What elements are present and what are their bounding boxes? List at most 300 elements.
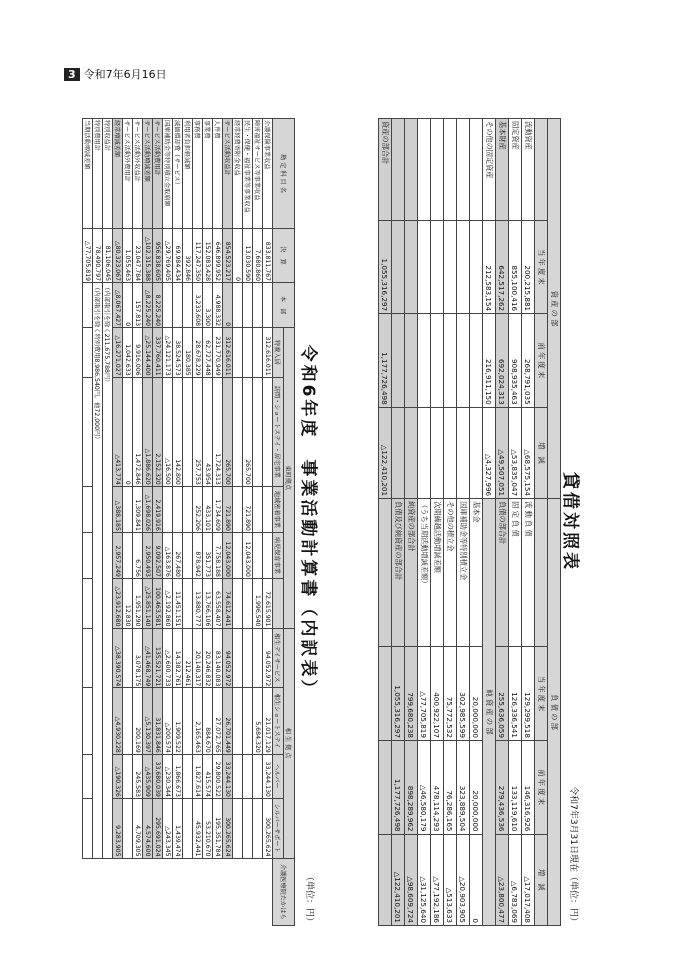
ar-row-label: 事務費 <box>193 119 203 229</box>
ar-value <box>253 532 263 578</box>
ar-value <box>233 377 243 486</box>
ar-value: 833,811,767 <box>263 228 273 282</box>
ar-value <box>233 798 243 858</box>
bs-liab-label: その他の積立金 <box>444 499 457 647</box>
ar-value: △24,121,173 <box>163 328 173 378</box>
col-kaigo: 介護医療院たかはら <box>273 858 295 925</box>
bs-liab-current: △77,705,819 <box>418 647 431 741</box>
table-row <box>93 119 103 926</box>
ar-value: 180,385 <box>183 328 193 378</box>
balance-sheet-table <box>378 118 561 926</box>
ar-value: △435,909 <box>143 754 153 798</box>
bs-asset-change: △49,507,051 <box>496 407 509 498</box>
blank-cell <box>535 499 548 647</box>
asset-header: 資 産 の 部 <box>548 119 561 499</box>
ar-value: 1,996,540 <box>253 578 263 628</box>
ar-value: 2,165,463 <box>193 688 203 755</box>
col-prior: 前 年 度 末 <box>535 740 548 834</box>
table-row <box>103 119 113 926</box>
ar-value <box>123 628 133 688</box>
ar-value: △25,851,140 <box>143 578 153 628</box>
blank-cell <box>444 314 457 408</box>
blank-cell <box>444 220 457 314</box>
blank-cell <box>418 119 431 221</box>
ar-row-label: 特別費用計 <box>93 119 103 229</box>
ar-value: △8,225,240 <box>143 283 153 328</box>
ar-value: 38,524,573 <box>173 328 183 378</box>
ar-value <box>83 283 93 328</box>
ar-value: 312,616,011 <box>223 328 233 378</box>
ar-value: 351,773 <box>203 532 213 578</box>
ar-value <box>183 532 193 578</box>
ar-value: 69,984,434 <box>173 228 183 282</box>
table-row <box>392 119 405 926</box>
col-kasho: 地域密着事業 <box>273 486 284 532</box>
ar-value: 8,225,240 <box>153 283 163 328</box>
ar-value: 3,233,608 <box>193 283 203 328</box>
ar-value: 20,140,317 <box>193 628 203 688</box>
bs-liab-label: （うち当期活動増減差額） <box>418 499 431 647</box>
bs-liab-change: △77,192,186 <box>431 834 444 926</box>
activity-statement-table <box>82 118 295 926</box>
ar-value: 854,523,217 <box>223 228 233 282</box>
bs-liab-current: 1,055,316,297 <box>392 647 405 741</box>
bs-asset-change: △53,835,047 <box>509 407 522 498</box>
ar-value: 142,800 <box>173 377 183 486</box>
ar-value: △5,130,397 <box>143 688 153 755</box>
ar-value: 157,813 <box>133 283 143 328</box>
ar-value: 265,700 <box>243 377 253 486</box>
ar-value: 312,616,011 <box>263 328 273 378</box>
ar-value <box>173 283 183 328</box>
table-row <box>483 119 496 926</box>
ar-value: 265,700 <box>223 377 233 486</box>
ar-row-label: 民生・保健・福祉事業等事業収益 <box>243 119 253 229</box>
bs-liab-change: 0 <box>470 834 483 926</box>
blank-cell <box>457 314 470 408</box>
ar-value <box>183 798 193 858</box>
blank-cell <box>444 407 457 498</box>
ar-value: △38,390,574 <box>113 628 123 688</box>
bs-asset-current: 212,583,154 <box>483 220 496 314</box>
blank-cell <box>405 119 418 221</box>
bs-liab-label: 純資産の部合計 <box>405 499 418 647</box>
ar-value: 33,244,130 <box>223 754 233 798</box>
col-helper: ヘルパー <box>273 754 284 798</box>
bs-body <box>379 119 535 926</box>
ar-value <box>253 328 263 378</box>
ar-row-label: 特別収益計 <box>103 119 113 229</box>
blank-cell <box>470 314 483 408</box>
ar-value: 1,042,633 <box>123 328 133 378</box>
bs-liab-change: △122,410,201 <box>392 834 405 926</box>
bs-liab-prior: 146,316,926 <box>522 740 535 834</box>
table-row <box>457 119 470 926</box>
ar-value: 12,830 <box>123 578 133 628</box>
bs-liab-current: 799,680,238 <box>405 647 418 741</box>
ar-value: △25,144,400 <box>143 328 153 378</box>
rotated-content <box>45 118 585 926</box>
net-header: 純 資 産 の 部 <box>483 499 496 926</box>
ar-value: 21,017,129 <box>263 688 273 755</box>
ar-value: 63,558,407 <box>213 578 223 628</box>
ar-value: 94,052,972 <box>263 628 273 688</box>
ar-value <box>233 532 243 578</box>
ar-value <box>253 628 263 688</box>
bs-asset-prior: 268,791,035 <box>522 314 535 408</box>
table-row <box>193 119 203 926</box>
bs-liab-current: 255,636,059 <box>496 647 509 741</box>
ar-value <box>173 486 183 532</box>
ar-value: 11,451,151 <box>173 578 183 628</box>
bs-liab-change: △6,783,069 <box>509 834 522 926</box>
ar-value: 646,899,952 <box>213 228 223 282</box>
bs-liab-label: 次期繰越活動増減差額 <box>431 499 444 647</box>
ar-row-label: 人件費 <box>213 119 223 229</box>
bs-liab-current: 129,299,518 <box>522 647 535 741</box>
bs-liab-current: 20,000,000 <box>470 647 483 741</box>
ar-value <box>243 328 253 378</box>
ar-value: 2,957,249 <box>113 532 123 578</box>
bs-asset-label: 流動資産 <box>522 119 535 221</box>
bs-liab-label: 固 定 負 債 <box>509 499 522 647</box>
table-row <box>83 119 93 926</box>
bs-liab-change: △23,800,477 <box>496 834 509 926</box>
ar-value <box>183 754 193 798</box>
ar-value <box>253 377 263 486</box>
ar-value: 13,030,590 <box>243 228 253 282</box>
bs-asset-prior: 692,024,313 <box>496 314 509 408</box>
ar-value <box>243 798 253 858</box>
ar-value: △388,185 <box>113 486 123 532</box>
ar-value: 12,043,000 <box>223 532 233 578</box>
ar-value <box>243 283 253 328</box>
ar-value <box>83 328 93 378</box>
ar-value: 1,724,313 <box>213 377 223 486</box>
ar-value: 1,439,474 <box>173 798 183 858</box>
ar-value: 20,246,832 <box>203 628 213 688</box>
blank-cell <box>392 314 405 408</box>
ar-note: （内部取引を除く211,675,788円） <box>103 283 113 858</box>
ar-value: 1,472,846 <box>133 377 143 486</box>
blank-cell <box>273 578 284 628</box>
ar-row-label: サービス活動費用計 <box>153 119 163 229</box>
bs-asset-label: その他の固定資産 <box>483 119 496 221</box>
ar-value <box>183 578 193 628</box>
ar-row-label: 事業費 <box>203 119 213 229</box>
table-row <box>163 119 173 926</box>
bs-asset-label: 資産の部合計 <box>379 119 392 221</box>
ar-value <box>233 628 243 688</box>
blank-cell <box>418 220 431 314</box>
ar-value: △23,912,680 <box>113 578 123 628</box>
blank-cell <box>392 119 405 221</box>
bs-liab-prior: 76,286,165 <box>444 740 457 834</box>
ar-value <box>83 798 93 858</box>
ar-value: 884,670 <box>203 688 213 755</box>
bs-asset-prior: 1,177,726,498 <box>379 314 392 408</box>
ar-value: 300,265,624 <box>263 798 273 858</box>
blank-cell <box>418 314 431 408</box>
bs-liab-current: 400,922,107 <box>431 647 444 741</box>
ar-value <box>243 754 253 798</box>
ar-value <box>233 486 243 532</box>
bs-asset-label: 基本財産 <box>496 119 509 221</box>
blank-cell <box>379 499 392 647</box>
ar-value: △190,326 <box>113 754 123 798</box>
ar-value: 27,072,765 <box>213 688 223 755</box>
ar-value: △41,468,749 <box>143 628 153 688</box>
ar-value: 72,615,901 <box>263 578 273 628</box>
col-prior: 前 年 度 末 <box>535 314 548 408</box>
ar-value: 94,052,972 <box>223 628 233 688</box>
blank-cell <box>444 119 457 221</box>
bs-liab-prior: 478,114,293 <box>431 740 444 834</box>
ar-value: △200,574 <box>163 688 173 755</box>
bs-asset-current: 642,517,262 <box>496 220 509 314</box>
bs-asset-change: △68,575,154 <box>522 407 535 498</box>
ar-value <box>163 283 173 328</box>
ar-value <box>163 486 173 532</box>
ar-value: 433,101 <box>203 486 213 532</box>
col-total: 決 算 <box>273 228 295 282</box>
ar-value: 1,309,841 <box>133 486 143 532</box>
ar-row-label: 経常増減差額 <box>113 119 123 229</box>
table-row <box>123 119 133 926</box>
ar-value <box>183 486 193 532</box>
table-row <box>418 119 431 926</box>
ar-value: 231,770,949 <box>213 328 223 378</box>
ar-row-label: 減価償却費（サービス） <box>173 119 183 229</box>
blank-cell <box>457 220 470 314</box>
bs-liab-change: △20,903,905 <box>457 834 470 926</box>
col-current: 当 年 度 末 <box>535 220 548 314</box>
blank-cell <box>379 647 392 741</box>
ar-value: 212,461 <box>183 628 193 688</box>
ar-value: 195,351,784 <box>213 798 223 858</box>
table-row <box>509 119 522 926</box>
blank-cell <box>457 407 470 498</box>
ar-value <box>123 486 133 532</box>
blank-cell <box>431 407 444 498</box>
ar-value: 1,951,290 <box>133 578 143 628</box>
col-day: 相生デイサービス <box>273 628 284 688</box>
ar-value: 43,954 <box>203 377 213 486</box>
ar-row-label: 経常経費寄附金収益 <box>233 119 243 229</box>
bs-liab-label: 負債及び純資産の部合計 <box>392 499 405 647</box>
ar-value: 53,210,670 <box>203 798 213 858</box>
ar-value <box>243 688 253 755</box>
ar-note: （内部取引を除く特別費用8,986,540円。他72,000円） <box>93 283 103 858</box>
bs-asset-label: 固定資産 <box>509 119 522 221</box>
table-row <box>173 119 183 926</box>
ar-value: 1,866,673 <box>173 754 183 798</box>
group-higashi: 東町拠点 <box>284 328 295 628</box>
ar-value <box>123 798 133 858</box>
table-row <box>223 119 233 926</box>
ar-value <box>123 688 133 755</box>
ar-value: △8,067,427 <box>113 283 123 328</box>
bs-subtitle: 令和7年3月31日現在（単位：円） <box>568 786 578 926</box>
ar-value: 45,932,441 <box>193 798 203 858</box>
ar-value <box>263 532 273 578</box>
ar-value: 252,206 <box>193 486 203 532</box>
bs-liab-prior: 20,000,000 <box>470 740 483 834</box>
table-row <box>233 119 243 926</box>
ar-value: 14,382,761 <box>173 628 183 688</box>
ar-value <box>263 486 273 532</box>
ar-value <box>253 754 263 798</box>
ar-value: △163,876 <box>163 532 173 578</box>
col-change: 増 減 <box>535 834 548 926</box>
ar-value: 1,055,463 <box>123 228 133 282</box>
ar-value: 0 <box>123 283 133 328</box>
table-row <box>405 119 418 926</box>
ar-row-label: 国庫補助金等特別積立金取崩額 <box>163 119 173 229</box>
bs-liab-current: 302,985,599 <box>457 647 470 741</box>
blank-cell <box>379 834 392 926</box>
blank-cell <box>405 407 418 498</box>
ar-value: 4,574,600 <box>143 798 153 858</box>
ar-value: 1,827,614 <box>193 754 203 798</box>
col-silver: シルバーサポート <box>273 798 284 858</box>
ar-row-label: サービス活動外収益計 <box>133 119 143 229</box>
ar-value: 9,283,905 <box>113 798 123 858</box>
ar-body <box>83 119 273 926</box>
ar-row-label: 障害福祉サービス等事業収益 <box>253 119 263 229</box>
ar-value <box>183 283 193 328</box>
rotated-inner <box>45 118 585 926</box>
blank-cell <box>431 314 444 408</box>
ar-value <box>233 578 243 628</box>
ar-row-label: 介護保険事業収益 <box>263 119 273 229</box>
ar-value: 7,758,188 <box>213 532 223 578</box>
bs-liab-current: 126,336,541 <box>509 647 522 741</box>
bs-liab-prior: 323,889,504 <box>457 740 470 834</box>
bs-liab-change: △98,609,724 <box>405 834 418 926</box>
ar-value: △4,930,228 <box>113 688 123 755</box>
ar-value: 3,078,175 <box>133 628 143 688</box>
table-row <box>143 119 153 926</box>
ar-value: 0 <box>123 377 133 486</box>
table-row <box>203 119 213 926</box>
ar-value: △16,500 <box>163 377 173 486</box>
col-item: 勘 定 科 目 名 <box>273 119 295 229</box>
bs-liab-label: 負債の部合計 <box>496 499 509 647</box>
table-row <box>522 119 535 926</box>
bs-liab-current: 75,772,532 <box>444 647 457 741</box>
blank-cell <box>470 220 483 314</box>
ar-value <box>83 532 93 578</box>
bs-asset-prior: 216,911,150 <box>483 314 496 408</box>
ar-value <box>233 328 243 378</box>
bs-liab-prior: 133,119,610 <box>509 740 522 834</box>
ar-value: 878,942 <box>193 532 203 578</box>
blank-cell <box>470 407 483 498</box>
col-change: 増 減 <box>535 407 548 498</box>
ar-value: 337,760,411 <box>153 328 163 378</box>
ar-value: 4,988,332 <box>213 283 223 328</box>
ar-value: 0 <box>223 283 233 328</box>
ar-value: 3,300 <box>203 283 213 328</box>
ar-value: 81,106,045 <box>103 228 113 282</box>
blank-cell <box>418 407 431 498</box>
bs-asset-change: △122,410,201 <box>379 407 392 498</box>
col-hq: 本 部 <box>273 283 295 328</box>
blank-cell <box>535 119 548 221</box>
ar-value: △102,315,388 <box>143 228 153 282</box>
ar-value: 28,678,229 <box>193 328 203 378</box>
ar-value <box>183 688 193 755</box>
ar-value <box>83 754 93 798</box>
group-aioi: 相 生 拠 点 <box>284 628 295 858</box>
blank-cell <box>431 119 444 221</box>
col-hoiku: 病児保育事業 <box>273 532 284 578</box>
bs-liab-prior: △46,580,179 <box>418 740 431 834</box>
ar-value <box>263 377 273 486</box>
ar-value: 117,247,350 <box>193 228 203 282</box>
bs-asset-current: 855,100,416 <box>509 220 522 314</box>
page-number: 3 <box>64 68 80 81</box>
ar-value: △80,323,067 <box>113 228 123 282</box>
ar-value <box>263 283 273 328</box>
ar-value: 6,756 <box>133 532 143 578</box>
ar-value: △2,600,733 <box>163 628 173 688</box>
bs-liab-prior: 1,177,726,498 <box>392 740 405 834</box>
ar-value <box>83 486 93 532</box>
ar-row-label: サービス活動増減差額 <box>143 119 153 229</box>
ar-value: 74,612,441 <box>223 578 233 628</box>
blank-cell <box>392 407 405 498</box>
ar-value: 26,701,449 <box>223 688 233 755</box>
bs-asset-prior: 908,935,463 <box>509 314 522 408</box>
bs-liab-change: △31,125,640 <box>418 834 431 926</box>
ar-value: 12,043,000 <box>243 532 253 578</box>
col-shotaki: 訪問・ショートステイ・居宅事業 <box>273 377 284 486</box>
ar-value <box>233 283 243 328</box>
ar-value <box>243 578 253 628</box>
col-short: 相生ショートステイ <box>273 688 284 755</box>
bs-title: 貸借対照表 <box>560 472 580 572</box>
ar-value: 9,916,006 <box>133 328 143 378</box>
ar-value: 33,244,130 <box>263 754 273 798</box>
col-tokuyo: 特養入居 <box>273 328 284 378</box>
ar-value: 956,838,605 <box>153 228 163 282</box>
bs-liab-label: 国庫補助金等特別積立金 <box>457 499 470 647</box>
ar-value: 257,753 <box>193 377 203 486</box>
ar-value: 4,709,305 <box>133 798 143 858</box>
ar-value: △413,774 <box>113 377 123 486</box>
ar-value: 23,047,784 <box>133 228 143 282</box>
ar-value: 245,583 <box>133 754 143 798</box>
ar-value: △16,271,027 <box>113 328 123 378</box>
liab-header: 負 債 の 部 <box>548 499 561 926</box>
ar-value <box>83 628 93 688</box>
ar-value: 200,169 <box>133 688 143 755</box>
ar-value: 2,419,916 <box>153 486 163 532</box>
ar-value: △243,345 <box>163 798 173 858</box>
bs-liab-label: 流 動 負 債 <box>522 499 535 647</box>
ar-value: 2,152,320 <box>153 377 163 486</box>
table-row <box>379 119 392 926</box>
bs-asset-change: △4,327,996 <box>483 407 496 498</box>
ar-value <box>183 377 193 486</box>
ar-row-label: サービス活動収益計 <box>223 119 233 229</box>
ar-value: 300,265,624 <box>223 798 233 858</box>
ar-value: 33,680,039 <box>153 754 163 798</box>
ar-value: 7,680,860 <box>253 228 263 282</box>
ar-value: 29,800,522 <box>213 754 223 798</box>
